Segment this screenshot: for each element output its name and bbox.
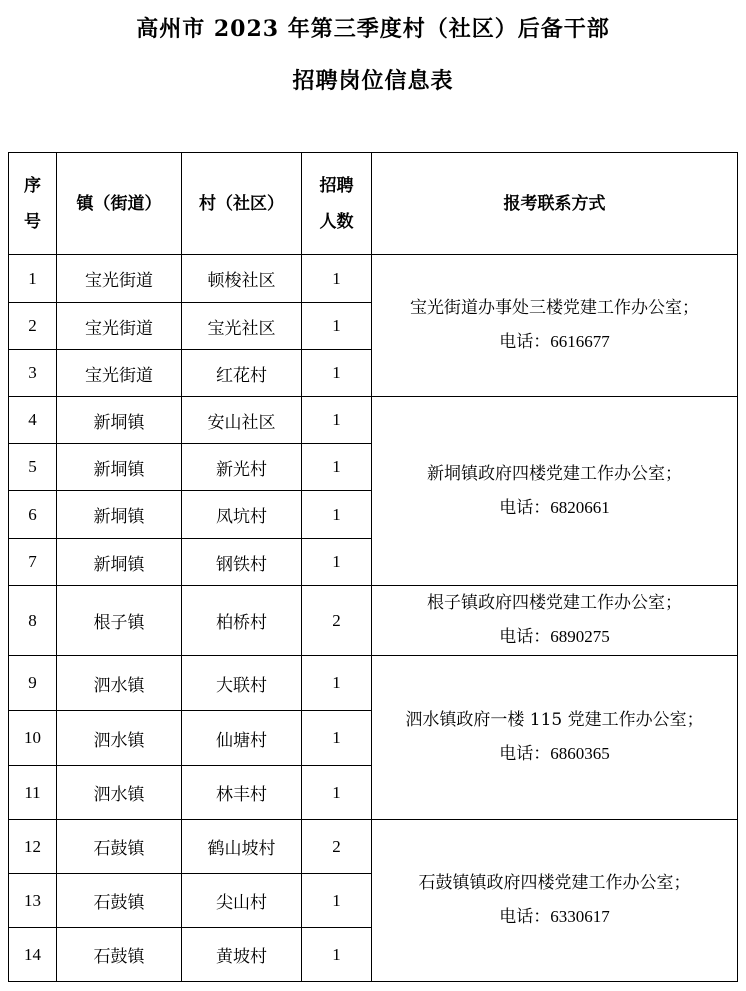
cell-count: 1 (302, 539, 372, 586)
cell-village: 仙塘村 (182, 711, 302, 766)
phone-label: 电话： (499, 627, 551, 647)
cell-count: 1 (302, 303, 372, 350)
cell-village: 顿梭社区 (182, 255, 302, 303)
cell-seq: 10 (9, 711, 57, 766)
cell-town: 泗水镇 (57, 766, 182, 820)
header-seq-line2: 号 (24, 211, 41, 232)
cell-seq: 7 (9, 539, 57, 586)
table-row (9, 656, 738, 711)
header-count-line1: 招聘 (319, 175, 354, 196)
contact-phone-line (372, 325, 737, 359)
phone-number: 6820661 (550, 497, 610, 517)
cell-count: 1 (302, 656, 372, 711)
cell-town: 石鼓镇 (57, 874, 182, 928)
cell-village: 新光村 (182, 444, 302, 491)
header-seq-line1: 序 (24, 175, 41, 196)
table-row (9, 820, 738, 874)
page-title-line2: 招聘岗位信息表 (292, 68, 454, 94)
cell-contact (372, 820, 738, 982)
phone-number: 6616677 (550, 332, 610, 351)
header-count-line2: 人数 (319, 211, 354, 232)
cell-contact (372, 397, 738, 586)
cell-count: 1 (302, 350, 372, 397)
header-count (302, 153, 372, 255)
cell-village: 柏桥村 (182, 586, 302, 656)
contact-phone-line (372, 620, 737, 654)
cell-town: 新垌镇 (57, 539, 182, 586)
cell-count: 2 (302, 586, 372, 656)
cell-seq: 14 (9, 928, 57, 982)
cell-contact (372, 255, 738, 397)
cell-village: 安山社区 (182, 397, 302, 444)
cell-seq: 6 (9, 491, 57, 539)
header-seq (9, 153, 57, 255)
phone-label: 电话： (499, 497, 551, 518)
page-title-line1: 高州市 2023 年第三季度村（社区）后备干部 (136, 16, 610, 42)
cell-seq: 12 (9, 820, 57, 874)
contact-phone-line (372, 737, 737, 771)
cell-count: 1 (302, 444, 372, 491)
phone-number: 6860365 (550, 744, 610, 763)
table-row (9, 255, 738, 303)
header-contact: 报考联系方式 (372, 153, 738, 255)
cell-count: 1 (302, 255, 372, 303)
cell-count: 2 (302, 820, 372, 874)
contact-office: 新垌镇政府四楼党建工作办公室； (427, 463, 682, 484)
contact-office: 石鼓镇镇政府四楼党建工作办公室； (418, 873, 691, 893)
contact-phone-line (372, 900, 737, 934)
cell-village: 凤坑村 (182, 491, 302, 539)
phone-label: 电话： (499, 907, 551, 927)
recruitment-table (8, 152, 738, 982)
cell-count: 1 (302, 928, 372, 982)
cell-seq: 2 (9, 303, 57, 350)
cell-count: 1 (302, 711, 372, 766)
cell-town: 宝光街道 (57, 255, 182, 303)
cell-town: 新垌镇 (57, 397, 182, 444)
contact-office: 宝光街道办事处三楼党建工作办公室； (410, 298, 699, 318)
cell-count: 1 (302, 397, 372, 444)
cell-seq: 5 (9, 444, 57, 491)
cell-village: 尖山村 (182, 874, 302, 928)
cell-seq: 13 (9, 874, 57, 928)
cell-town: 新垌镇 (57, 444, 182, 491)
cell-village: 鹤山坡村 (182, 820, 302, 874)
cell-village: 林丰村 (182, 766, 302, 820)
cell-town: 宝光街道 (57, 350, 182, 397)
cell-seq: 8 (9, 586, 57, 656)
cell-contact (372, 586, 738, 656)
phone-number: 6330617 (550, 907, 610, 926)
cell-count: 1 (302, 491, 372, 539)
cell-town: 石鼓镇 (57, 928, 182, 982)
contact-office: 根子镇政府四楼党建工作办公室； (427, 593, 682, 613)
cell-seq: 3 (9, 350, 57, 397)
cell-town: 泗水镇 (57, 711, 182, 766)
cell-village: 红花村 (182, 350, 302, 397)
table-row (9, 397, 738, 444)
contact-office: 泗水镇政府一楼 115 党建工作办公室； (405, 710, 704, 730)
cell-contact (372, 656, 738, 820)
cell-seq: 4 (9, 397, 57, 444)
cell-seq: 9 (9, 656, 57, 711)
phone-label: 电话： (499, 332, 551, 352)
cell-count: 1 (302, 874, 372, 928)
header-row (9, 153, 738, 255)
table-row (9, 586, 738, 656)
cell-village: 大联村 (182, 656, 302, 711)
cell-village: 钢铁村 (182, 539, 302, 586)
cell-town: 宝光街道 (57, 303, 182, 350)
header-village: 村（社区） (182, 153, 302, 255)
cell-village: 宝光社区 (182, 303, 302, 350)
cell-village: 黄坡村 (182, 928, 302, 982)
cell-seq: 1 (9, 255, 57, 303)
header-town: 镇（街道） (57, 153, 182, 255)
cell-town: 石鼓镇 (57, 820, 182, 874)
cell-town: 泗水镇 (57, 656, 182, 711)
cell-count: 1 (302, 766, 372, 820)
contact-phone-line (372, 491, 737, 525)
cell-town: 根子镇 (57, 586, 182, 656)
phone-number: 6890275 (550, 627, 610, 646)
cell-seq: 11 (9, 766, 57, 820)
phone-label: 电话： (499, 744, 551, 764)
cell-town: 新垌镇 (57, 491, 182, 539)
